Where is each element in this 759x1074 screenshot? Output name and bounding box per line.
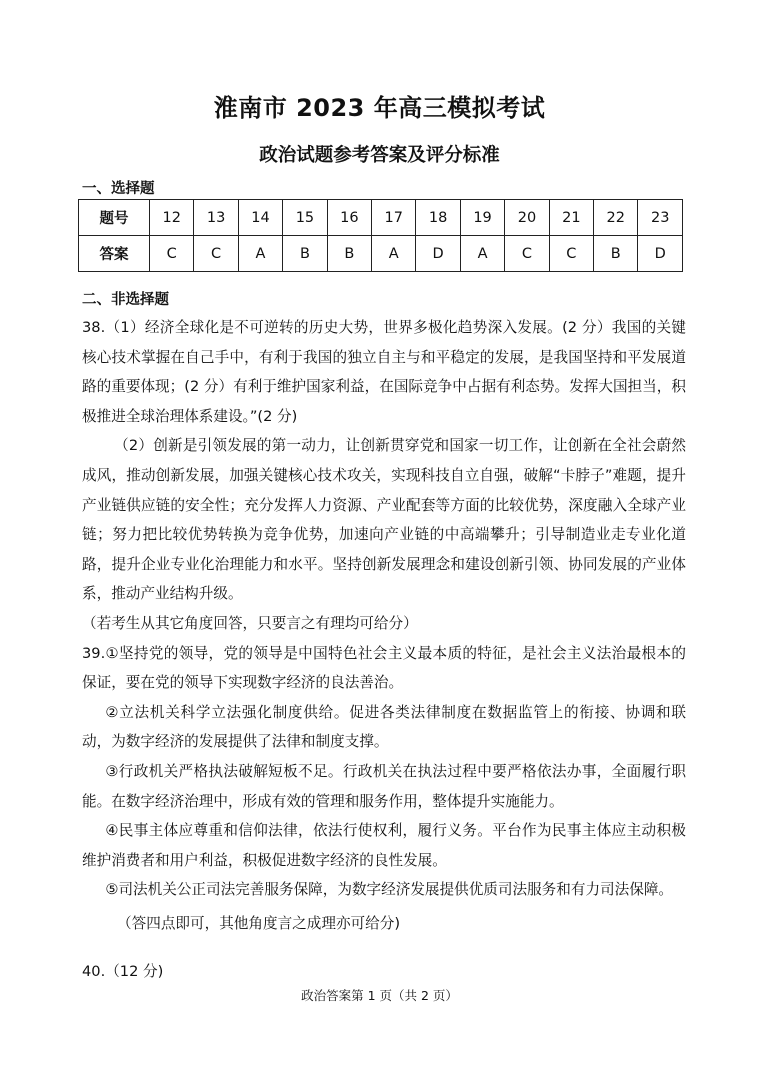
question-number-cell: 23 <box>638 200 683 236</box>
answer-cell: B <box>594 236 638 272</box>
question-number-cell: 22 <box>594 200 638 236</box>
question-number-cell: 14 <box>238 200 282 236</box>
question-number-cell: 12 <box>150 200 194 236</box>
answer-38-part2: （2）创新是引领发展的第一动力，让创新贯穿党和国家一切工作，让创新在全社会蔚然成风，推动创新发展，加强关键核心技术攻关，实现科技自立自强，破解“卡脖子”难题，提升产业链供应链的安全性；充分发挥人力资源、产业配套等方面的比较优势，深度融入全球产业链；努力把比较优势转换为竞争优势，加速向产业链的中高端攀升；引导制造业走专业化道路，提升企业专业化治理能力和水平。坚持创新发展理念和建设创新引领、协同发展的产业体系，推动产业结构升级。 <box>82 437 686 603</box>
question-number-cell: 19 <box>460 200 504 236</box>
page-title: 淮南市 2023 年高三模拟考试 <box>213 94 546 122</box>
answer-cell: B <box>327 236 371 272</box>
answer-cell: A <box>460 236 504 272</box>
answer-39-point2: ②立法机关科学立法强化制度供给。促进各类法律制度在数据监管上的衔接、协调和联动，为数字经济的发展提供了法律和制度支撑。 <box>82 703 686 751</box>
answer-cell: C <box>505 236 549 272</box>
row-label-answer: 答案 <box>79 236 150 272</box>
question-number-cell: 15 <box>283 200 327 236</box>
answer-39-point4: ④民事主体应尊重和信仰法律，依法行使权利，履行义务。平台作为民事主体应主动积极维护消费者和用户利益，积极促进数字经济的良性发展。 <box>82 822 686 869</box>
grading-note-38: （若考生从其它角度回答，只要言之有理均可给分） <box>82 614 418 632</box>
answer-cell: D <box>416 236 460 272</box>
table-row-answers <box>79 236 683 272</box>
table-row-numbers <box>79 200 683 236</box>
question-number-cell: 17 <box>372 200 416 236</box>
answer-cell: C <box>150 236 194 272</box>
answer-38-part1: 38.（1）经济全球化是不可逆转的历史大势，世界多极化趋势深入发展。(2 分）我国的关键核心技术掌握在自己手中，有利于我国的独立自主与和平稳定的发展，是我国坚持和平发展道路的重要体现；(2 分）有利于维护国家利益，在国际竞争中占据有利态势。发挥大国担当，积极推进全球治理体系建设。”(2 分) <box>82 319 686 425</box>
answer-cell: C <box>194 236 238 272</box>
page-footer: 政治答案第 1 页（共 2 页） <box>301 988 458 1003</box>
answer-cell: B <box>283 236 327 272</box>
answer-cell: A <box>238 236 282 272</box>
question-40-heading: 40.（12 分) <box>82 963 164 980</box>
question-number-cell: 18 <box>416 200 460 236</box>
page-subtitle: 政治试题参考答案及评分标准 <box>259 145 500 166</box>
section-heading-nonchoice: 二、非选择题 <box>82 292 169 308</box>
answer-39-point1: 39.①坚持党的领导，党的领导是中国特色社会主义最本质的特征，是社会主义法治最根本的保证，要在党的领导下实现数字经济的良法善治。 <box>82 644 686 692</box>
question-number-cell: 16 <box>327 200 371 236</box>
answer-39-point3: ③行政机关严格执法破解短板不足。行政机关在执法过程中要严格依法办事，全面履行职能。在数字经济治理中，形成有效的管理和服务作用，整体提升实施能力。 <box>82 762 686 810</box>
answer-cell: C <box>549 236 593 272</box>
section-heading-choice: 一、选择题 <box>82 181 155 197</box>
answer-body <box>82 313 686 938</box>
question-number-cell: 21 <box>549 200 593 236</box>
answer-39-point5: ⑤司法机关公正司法完善服务保障，为数字经济发展提供优质司法服务和有力司法保障。 <box>105 881 674 899</box>
grading-note-39: （答四点即可，其他角度言之成理亦可给分) <box>117 914 401 932</box>
answer-cell: A <box>372 236 416 272</box>
question-number-cell: 20 <box>505 200 549 236</box>
row-label-number: 题号 <box>79 200 150 236</box>
answer-cell: D <box>638 236 683 272</box>
question-number-cell: 13 <box>194 200 238 236</box>
answer-table <box>78 199 683 272</box>
